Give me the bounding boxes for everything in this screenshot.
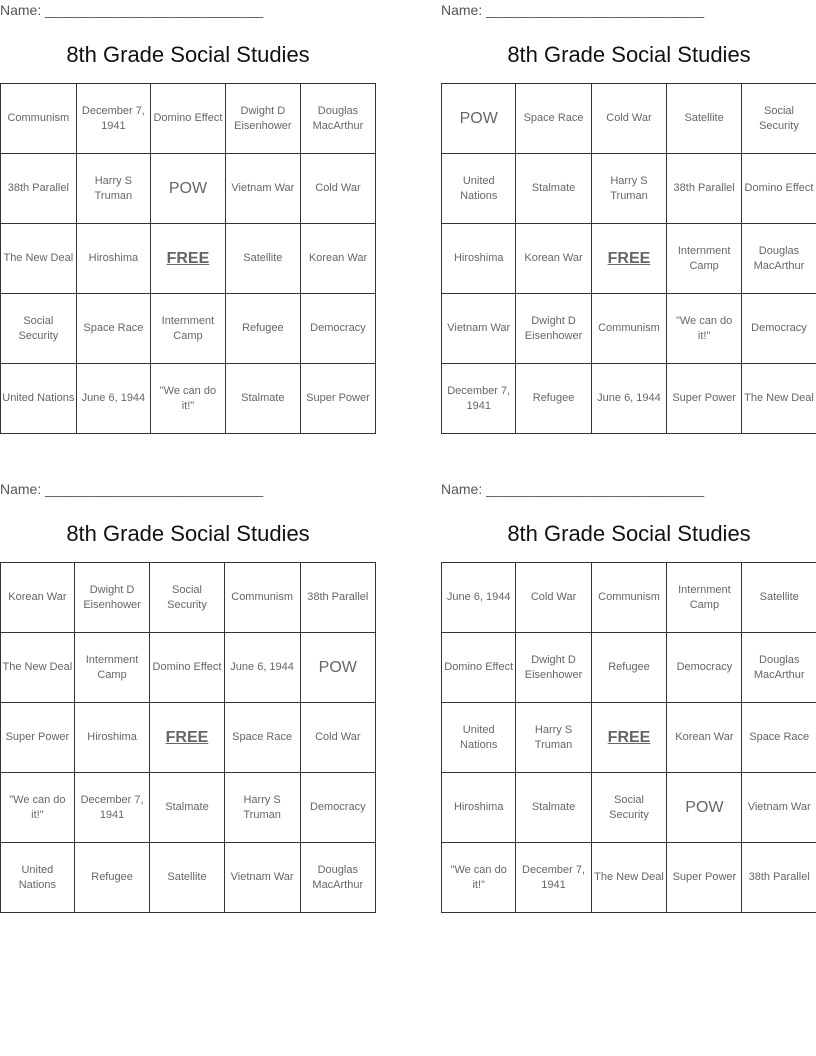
bingo-cell: Harry S Truman xyxy=(76,154,150,224)
bingo-cell: December 7, 1941 xyxy=(516,843,591,913)
bingo-cell: Communism xyxy=(591,563,667,633)
bingo-cell: Internment Camp xyxy=(667,563,742,633)
bingo-cell: Social Security xyxy=(1,294,77,364)
bingo-cell: Super Power xyxy=(667,843,742,913)
bingo-cell: Vietnam War xyxy=(442,294,516,364)
bingo-cell: Douglas MacArthur xyxy=(741,224,816,294)
bingo-cell: Satellite xyxy=(150,843,224,913)
bingo-cell: Douglas MacArthur xyxy=(742,633,816,703)
bingo-cell: POW xyxy=(667,773,742,843)
bingo-cell: Democracy xyxy=(300,294,375,364)
grid-row xyxy=(442,294,816,364)
grid-row xyxy=(442,84,816,154)
bingo-cell: United Nations xyxy=(1,843,75,913)
bingo-cell: Refugee xyxy=(225,294,300,364)
bingo-cell: Super Power xyxy=(667,364,742,434)
bingo-cell: Social Security xyxy=(741,84,816,154)
bingo-cell: Dwight D Eisenhower xyxy=(74,563,150,633)
bingo-cell: Stalmate xyxy=(225,364,300,434)
bingo-cell: December 7, 1941 xyxy=(442,364,516,434)
grid-row xyxy=(1,703,376,773)
grid-row xyxy=(1,843,376,913)
bingo-cell: United Nations xyxy=(442,154,516,224)
bingo-cell: Vietnam War xyxy=(224,843,300,913)
bingo-cell: "We can do it!" xyxy=(151,364,226,434)
grid-row xyxy=(442,563,816,633)
bingo-cell: 38th Parallel xyxy=(300,563,375,633)
bingo-cell: Cold War xyxy=(300,154,375,224)
grid-row xyxy=(442,224,816,294)
bingo-cell: Domino Effect xyxy=(442,633,516,703)
card-title: 8th Grade Social Studies xyxy=(66,42,310,67)
bingo-cell: United Nations xyxy=(1,364,77,434)
bingo-cell: Democracy xyxy=(667,633,742,703)
bingo-cell: Communism xyxy=(1,84,77,154)
free-space: FREE xyxy=(591,224,667,294)
bingo-cell: 38th Parallel xyxy=(742,843,816,913)
bingo-cell: Cold War xyxy=(591,84,667,154)
bingo-cell: Domino Effect xyxy=(741,154,816,224)
bingo-cell: Satellite xyxy=(225,224,300,294)
bingo-grid xyxy=(0,83,376,434)
grid-row xyxy=(442,773,816,843)
card-title: 8th Grade Social Studies xyxy=(507,42,751,67)
bingo-cell: Korean War xyxy=(516,224,591,294)
bingo-cell: Space Race xyxy=(76,294,150,364)
bingo-cell: Korean War xyxy=(1,563,75,633)
bingo-cell: The New Deal xyxy=(741,364,816,434)
grid-row xyxy=(1,773,376,843)
grid-row xyxy=(442,633,816,703)
grid-row xyxy=(1,154,376,224)
bingo-cell: June 6, 1944 xyxy=(224,633,300,703)
bingo-cell: Space Race xyxy=(516,84,591,154)
bingo-cell: Domino Effect xyxy=(151,84,226,154)
bingo-cell: Refugee xyxy=(591,633,667,703)
bingo-cell: Space Race xyxy=(742,703,816,773)
name-field-label: Name: ____________________________ xyxy=(441,2,705,18)
bingo-cell: Vietnam War xyxy=(225,154,300,224)
bingo-cell: Satellite xyxy=(742,563,816,633)
bingo-cell: Douglas MacArthur xyxy=(300,84,375,154)
bingo-cell: Refugee xyxy=(74,843,150,913)
grid-row xyxy=(1,364,376,434)
bingo-cell: POW xyxy=(151,154,226,224)
free-space: FREE xyxy=(591,703,667,773)
bingo-cell: December 7, 1941 xyxy=(74,773,150,843)
bingo-cell: Internment Camp xyxy=(667,224,742,294)
bingo-cell: Dwight D Eisenhower xyxy=(516,633,591,703)
bingo-cell: Vietnam War xyxy=(742,773,816,843)
grid-row xyxy=(442,154,816,224)
bingo-cell: POW xyxy=(300,633,375,703)
bingo-cell: Dwight D Eisenhower xyxy=(225,84,300,154)
bingo-cell: Hiroshima xyxy=(74,703,150,773)
bingo-cell: Social Security xyxy=(150,563,224,633)
bingo-cell: Internment Camp xyxy=(74,633,150,703)
name-field-label: Name: ____________________________ xyxy=(441,481,705,497)
card-title: 8th Grade Social Studies xyxy=(507,521,751,546)
bingo-cell: Super Power xyxy=(1,703,75,773)
bingo-cell: June 6, 1944 xyxy=(442,563,516,633)
name-field-label: Name: ____________________________ xyxy=(0,2,264,18)
bingo-cell: December 7, 1941 xyxy=(76,84,150,154)
bingo-cell: Domino Effect xyxy=(150,633,224,703)
bingo-cell: "We can do it!" xyxy=(1,773,75,843)
bingo-cell: Super Power xyxy=(300,364,375,434)
bingo-cell: The New Deal xyxy=(591,843,667,913)
bingo-cell: "We can do it!" xyxy=(442,843,516,913)
card-title: 8th Grade Social Studies xyxy=(66,521,310,546)
free-space: FREE xyxy=(151,224,226,294)
bingo-cell: June 6, 1944 xyxy=(591,364,667,434)
bingo-grid xyxy=(441,562,816,913)
bingo-cell: Space Race xyxy=(224,703,300,773)
bingo-cell: Communism xyxy=(591,294,667,364)
grid-row xyxy=(1,224,376,294)
bingo-grid xyxy=(0,562,376,913)
bingo-cell: Democracy xyxy=(741,294,816,364)
bingo-cell: Refugee xyxy=(516,364,591,434)
bingo-cell: Stalmate xyxy=(516,154,591,224)
bingo-cell: Stalmate xyxy=(150,773,224,843)
bingo-grid xyxy=(441,83,816,434)
bingo-cell: Democracy xyxy=(300,773,375,843)
bingo-cell: The New Deal xyxy=(1,633,75,703)
bingo-cell: Douglas MacArthur xyxy=(300,843,375,913)
grid-row xyxy=(1,633,376,703)
bingo-cell: Stalmate xyxy=(516,773,591,843)
grid-row xyxy=(442,364,816,434)
bingo-cell: Communism xyxy=(224,563,300,633)
bingo-cell: June 6, 1944 xyxy=(76,364,150,434)
bingo-cell: Cold War xyxy=(300,703,375,773)
bingo-cell: Cold War xyxy=(516,563,591,633)
bingo-cell: "We can do it!" xyxy=(667,294,742,364)
bingo-cell: Hiroshima xyxy=(76,224,150,294)
bingo-cell: Korean War xyxy=(667,703,742,773)
grid-row xyxy=(442,703,816,773)
bingo-cell: Satellite xyxy=(667,84,742,154)
bingo-cell: 38th Parallel xyxy=(667,154,742,224)
bingo-cell: Dwight D Eisenhower xyxy=(516,294,591,364)
bingo-cell: United Nations xyxy=(442,703,516,773)
bingo-cell: Harry S Truman xyxy=(516,703,591,773)
grid-row xyxy=(1,563,376,633)
grid-row xyxy=(1,84,376,154)
bingo-cell: Harry S Truman xyxy=(591,154,667,224)
bingo-cell: 38th Parallel xyxy=(1,154,77,224)
bingo-cell: Harry S Truman xyxy=(224,773,300,843)
bingo-cell: Social Security xyxy=(591,773,667,843)
bingo-cell: Hiroshima xyxy=(442,224,516,294)
name-field-label: Name: ____________________________ xyxy=(0,481,264,497)
bingo-cell: Korean War xyxy=(300,224,375,294)
free-space: FREE xyxy=(150,703,224,773)
grid-row xyxy=(1,294,376,364)
bingo-cell: Hiroshima xyxy=(442,773,516,843)
grid-row xyxy=(442,843,816,913)
bingo-cell: The New Deal xyxy=(1,224,77,294)
bingo-cell: Internment Camp xyxy=(151,294,226,364)
bingo-cell: POW xyxy=(442,84,516,154)
